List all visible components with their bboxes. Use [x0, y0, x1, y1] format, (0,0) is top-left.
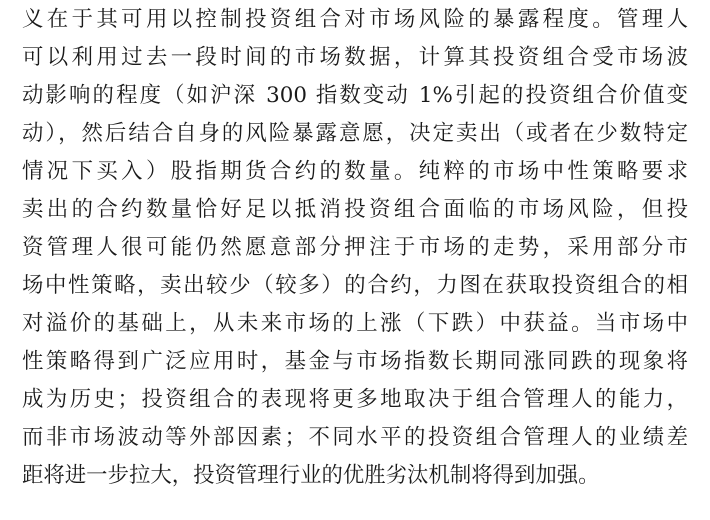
paragraph-line-9: 对溢价的基础上，从未来市场的上涨（下跌）中获益。当市场中: [22, 311, 688, 336]
paragraph-line-6: 卖出的合约数量恰好足以抵消投资组合面临的市场风险，但投: [22, 197, 688, 222]
paragraph-line-4: 动），然后结合自身的风险暴露意愿，决定卖出（或者在少数特定: [22, 121, 688, 146]
paragraph-line-12: 而非市场波动等外部因素；不同水平的投资组合管理人的业绩差: [22, 425, 688, 450]
paragraph-line-1: 义在于其可用以控制投资组合对市场风险的暴露程度。管理人: [22, 7, 688, 32]
paragraph-line-7: 资管理人很可能仍然愿意部分押注于市场的走势，采用部分市: [22, 235, 688, 260]
paragraph-line-2: 可以利用过去一段时间的市场数据，计算其投资组合受市场波: [22, 45, 688, 70]
paragraph-line-13: 距将进一步拉大，投资管理行业的优胜劣汰机制将得到加强。: [22, 463, 600, 488]
paragraph-line-3: 动影响的程度（如沪深 300 指数变动 1%引起的投资组合价值变: [22, 83, 688, 108]
paragraph-line-10: 性策略得到广泛应用时，基金与市场指数长期同涨同跌的现象将: [22, 349, 688, 374]
paragraph-line-8: 场中性策略，卖出较少（较多）的合约，力图在获取投资组合的相: [22, 273, 688, 298]
paragraph-line-5: 情况下买入）股指期货合约的数量。纯粹的市场中性策略要求: [22, 159, 688, 184]
paragraph-line-11: 成为历史；投资组合的表现将更多地取决于组合管理人的能力，: [22, 387, 688, 412]
